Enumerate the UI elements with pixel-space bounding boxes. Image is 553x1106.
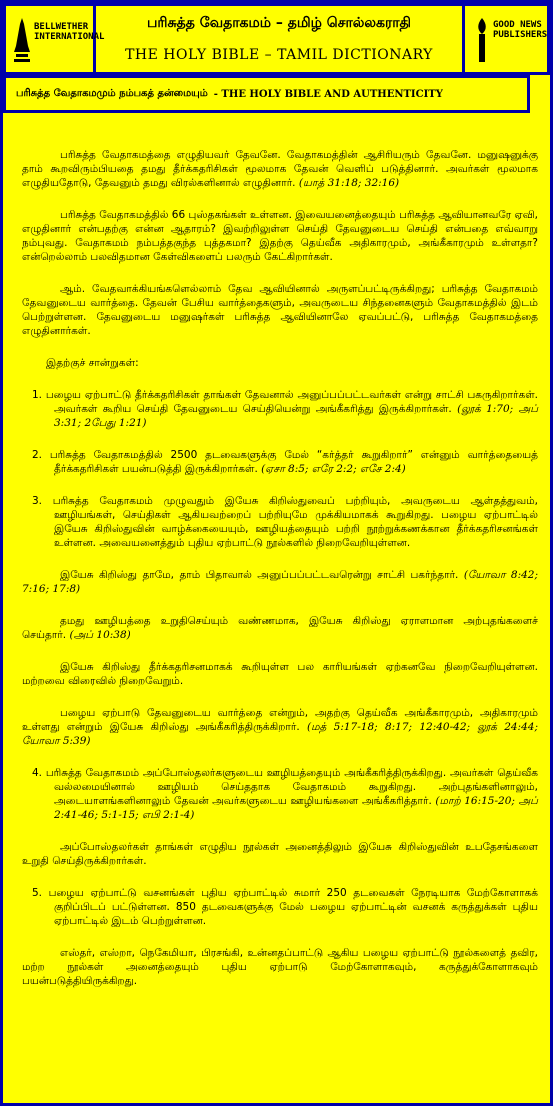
bell-icon <box>12 16 32 66</box>
verse-reference: (யோவா 8:42; 7:16; 17:8) <box>22 569 539 595</box>
paragraph: தமது ஊழியத்தை உறுதிசெய்யும் வண்ணமாக, இயேசு கிறிஸ்து ஏராளமான அற்புதங்களைச் செய்தார். (அப் 10:38) <box>22 615 538 641</box>
paragraph: இயேசு கிறிஸ்து தீர்க்கதரிசனமாகக் கூறியுள்ள பல காரியங்கள் ஏற்கனவே நிறைவேறியுள்ளன. மற்றவை விரைவில் நிறைவேறும். <box>22 661 538 687</box>
bellwether-logo-text: BELLWETHER INTERNATIONAL <box>34 22 105 42</box>
paragraph: எஸ்தர், எஸ்றா, நெகேமியா, பிரசங்கி, உன்னதப்பாட்டு ஆகிய பழைய ஏற்பாட்டு நூல்களைத் தவிர, மற்ற நூல்கள் அனைத்தையும் புதிய ஏற்பாடு மேற்கோளாகவும், கருத்துக்கோளாகவும் பயன்படுத்தியிருக்கிறது. <box>22 947 538 987</box>
list-item: 2. பரிசுத்த வேதாகமத்தில் 2500 தடவைகளுக்கு மேல் “கர்த்தர் கூறுகிறார்” என்னும் வார்த்தையைத் தீர்க்கதரிசிகள் பயன்படுத்தி இருக்கிறார்கள். (ஏசா 8:5; எரே 2:2; எசே 2:4) <box>32 449 538 475</box>
good-news-logo-text: GOOD NEWS PUBLISHERS <box>493 20 548 40</box>
list-item: 3. பரிசுத்த வேதாகமம் முழுவதும் இயேசு கிறிஸ்துவைப் பற்றியும், அவருடைய ஆள்தத்துவம், ஊழியங்கள், செய்திகள் ஆகியவற்றைப் பற்றியுமே முக்கியமாகக் கூறுகிறது. பழைய ஏற்பாட்டில் இயேசு கிறிஸ்துவின் வாழ்க்கையையும், ஊழியத்தையும் பற்றி நூற்றுக்கணக்கான தீர்க்கதரிசனங்கள் உள்ளன. அவையனைத்தும் புதிய ஏற்பாட்டு நூல்களில் நிறைவேறியுள்ளன. <box>32 495 538 549</box>
evidence-heading: இதற்குச் சான்றுகள்: <box>46 357 139 369</box>
list-item: 4. பரிசுத்த வேதாகமம் அப்போஸ்தலர்களுடைய ஊழியத்தையும் அங்கீகரித்திருக்கிறது. அவர்கள் தெய்வீக வல்லமையினால் ஊழியம் செய்ததாக வேதாகமம் கூறுகிறது. அற்புதங்களினாலும், அடையாளங்களினாலும் தேவன் அவர்களுடைய ஊழியங்களை அங்கீகரித்தார். (மாற் 16:15-20; அப் 2:41-46; 5:1-15; எபி 2:1-4) <box>32 767 538 821</box>
header <box>3 3 550 75</box>
bellwether-logo <box>3 3 105 75</box>
title-english: THE HOLY BIBLE – TAMIL DICTIONARY <box>125 47 433 63</box>
paragraph: பரிசுத்த வேதாகமத்தில் 66 புஸ்தகங்கள் உள்ளன. இவையனைத்தையும் பரிசுத்த ஆவியானவரே ஏவி, எழுதினார் என்பதற்கு என்ன ஆதாரம்? இவற்றிலுள்ள செய்தி தேவனுடைய செய்தி என்பதை எவ்வாறு நம்புவது. வேதாகமம் நம்பத்தகுந்த புத்தகமா? இதற்கு தெய்வீக அதிகாரமும், அங்கீகாரமும் உள்ளதா? என்றெல்லாம் பலவிதமான கேள்விகளைப் பலரும் கேட்கிறார்கள். <box>22 209 538 263</box>
section-heading-tamil: பரிசுத்த வேதாகமமும் நம்பகத் தன்மையும் <box>16 88 208 99</box>
section-heading-english: - THE HOLY BIBLE AND AUTHENTICITY <box>213 88 443 100</box>
verse-reference: (லூக் 1:70; அப் 3:31; 2பேது 1:21) <box>54 403 539 429</box>
article-body <box>22 148 538 1006</box>
paragraph: பரிசுத்த வேதாகமத்தை எழுதியவர் தேவனே. வேதாகமத்தின் ஆசிரியரும் தேவனே. மனுஷனுக்கு தாம் கூறவிரும்பியதை தமது தீர்க்கதரிசிகள் மூலமாக தேவன் வெளிப் படுத்தினார். அவர்கள் மூலமாக எழுதியதோடு, தேவனும் தமது விரல்களினால் எழுதினார். (யாத் 31:18; 32:16) <box>22 149 538 189</box>
torch-icon <box>473 16 491 66</box>
title-box <box>96 3 462 75</box>
verse-reference: (மத் 5:17-18; 8:17; 12:40-42; லூக் 24:44; யோவா 5:39) <box>22 721 538 747</box>
verse-reference: (மாற் 16:15-20; அப் 2:41-46; 5:1-15; எபி 2:1-4) <box>54 795 538 821</box>
verse-reference: (அப் 10:38) <box>69 629 131 641</box>
paragraph: ஆம். வேதவாக்கியங்களெல்லாம் தேவ ஆவியினால் அருளப்பட்டிருக்கிறது; பரிசுத்த வேதாகமம் தேவனுடைய வார்த்தை. தேவன் பேசிய வார்த்தைகளும், அவருடைய சிந்தனைகளும் வேதாகமத்தில் இடம் பெற்றுள்ளன. தேவனுடைய மனுஷர்கள் பரிசுத்த ஆவியினாலே ஏவப்பட்டு, பரிசுத்த வேதாகமத்தை எழுதினார்கள். <box>22 283 538 337</box>
list-item: 5. பழைய ஏற்பாட்டு வசனங்கள் புதிய ஏற்பாட்டில் சுமார் 250 தடவைகள் நேரடியாக மேற்கோளாகக் குறிப்பிடப் பட்டுள்ளன. 850 தடவைகளுக்கு மேல் பழைய ஏற்பாட்டின் வசனக் கருத்துக்கள் புதிய ஏற்பாட்டில் இடம் பெற்றுள்ளன. <box>32 887 538 927</box>
verse-reference: (ஏசா 8:5; எரே 2:2; எசே 2:4) <box>261 463 406 475</box>
title-tamil: பரிசுத்த வேதாகமம் – தமிழ் சொல்லகராதி <box>147 15 411 31</box>
paragraph: அப்போஸ்தலர்கள் தாங்கள் எழுதிய நூல்கள் அனைத்திலும் இயேசு கிறிஸ்துவின் உபதேசங்களை உறுதி செய்திருக்கிறார்கள். <box>22 841 538 867</box>
verse-reference: (யாத் 31:18; 32:16) <box>298 177 400 189</box>
paragraph: இயேசு கிறிஸ்து தாமே, தாம் பிதாவால் அனுப்பப்பட்டவரென்று சாட்சி பகர்ந்தார். (யோவா 8:42; 7:16; 17:8) <box>22 569 539 595</box>
section-heading <box>3 75 530 113</box>
paragraph: பழைய ஏற்பாடு தேவனுடைய வார்த்தை என்றும், அதற்கு தெய்வீக அங்கீகாரமும், அதிகாரமும் உள்ளது என்றும் இயேசு கிறிஸ்து அங்கீகரித்திருக்கிறார். (மத் 5:17-18; 8:17; 12:40-42; லூக் 24:44; யோவா 5:39) <box>22 707 538 747</box>
list-item: 1. பழைய ஏற்பாட்டு தீர்க்கதரிசிகள் தாங்கள் தேவனால் அனுப்பப்பட்டவர்கள் என்று சாட்சி பகருகிறார்கள். அவர்கள் கூறிய செய்தி தேவனுடைய செய்தியென்று அங்கீகரித்து இருக்கிறார்கள். (லூக் 1:70; அப் 3:31; 2பேது 1:21) <box>32 389 539 429</box>
good-news-logo <box>462 3 550 75</box>
